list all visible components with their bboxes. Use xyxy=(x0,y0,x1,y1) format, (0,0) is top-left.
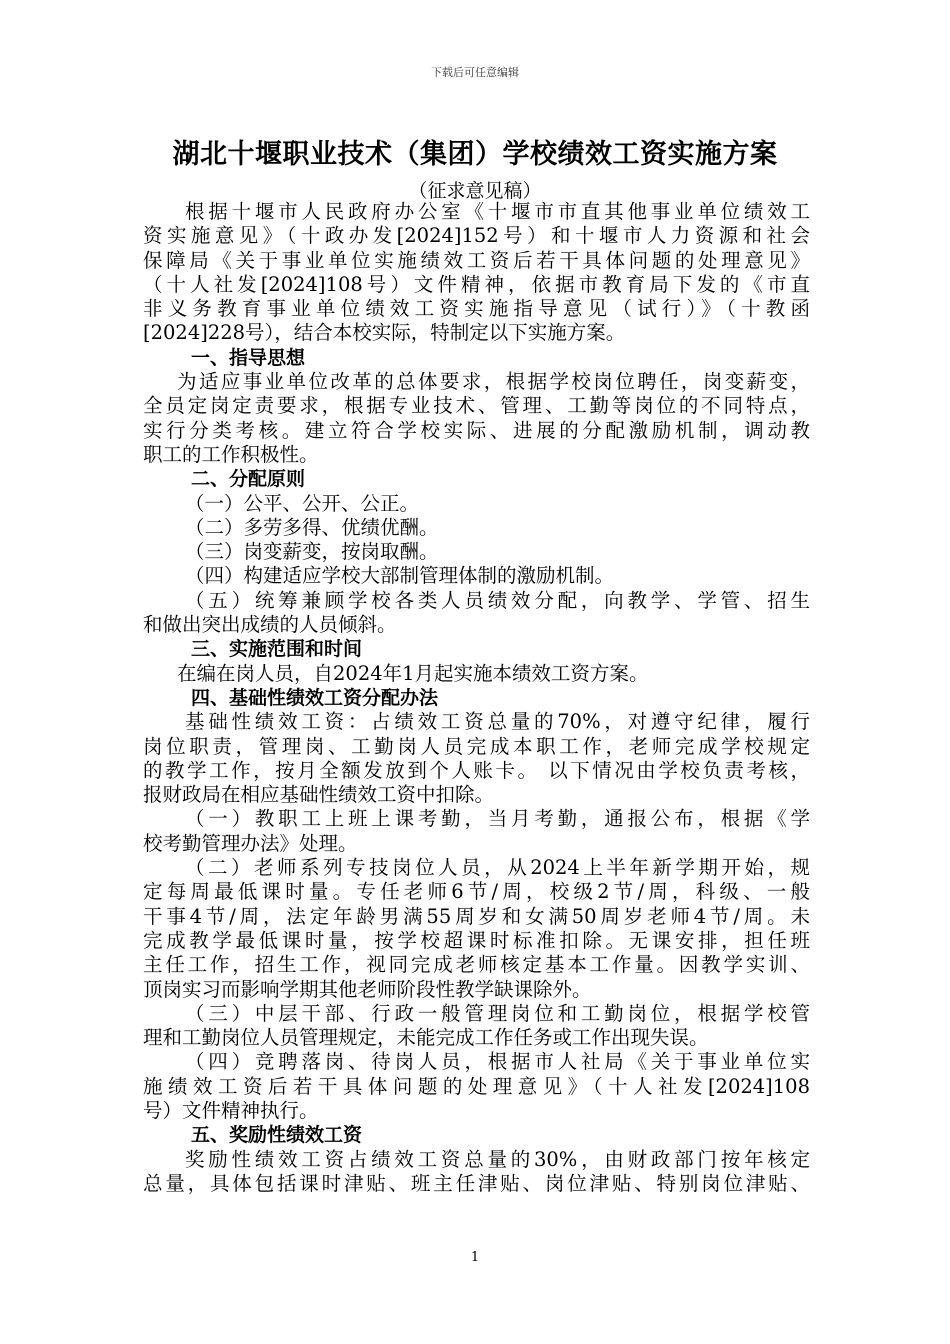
section-heading: 四、基础性绩效工资分配办法 xyxy=(191,686,439,709)
text-line: （十人社发[2024]108号）文件精神，依据市教育局下发的《市直 xyxy=(143,272,810,296)
text-line: 理和工勤岗位人员管理规定，未能完成工作任务或工作出现失误。 xyxy=(143,1026,709,1050)
text-line: （一）教职工上班上课考勤，当月考勤，通报公布，根据《学 xyxy=(185,807,810,831)
text-line: 报财政局在相应基础性绩效工资中扣除。 xyxy=(143,783,495,807)
text-line: 和做出突出成绩的人员倾斜。 xyxy=(143,613,397,637)
text-line: 保障局《关于事业单位实施绩效工资后若干具体问题的处理意见》 xyxy=(143,248,810,272)
document-title: 湖北十堰职业技术（集团）学校绩效工资实施方案 xyxy=(172,139,778,170)
text-line: 总量，具体包括课时津贴、班主任津贴、岗位津贴、特别岗位津贴、 xyxy=(143,1171,810,1195)
text-line: 根据十堰市人民政府办公室《十堰市市直其他事业单位绩效工 xyxy=(185,200,810,223)
text-line: 完成教学最低课时量，按学校超课时标准扣除。无课安排，担任班 xyxy=(143,928,810,952)
text-line: 全员定岗定责要求，根据专业技术、管理、工勤等岗位的不同特点， xyxy=(143,394,810,418)
text-line: 实行分类考核。建立符合学校实际、进展的分配激励机制，调动教 xyxy=(143,418,810,442)
text-line: 岗位职责，管理岗、工勤岗人员完成本职工作，老师完成学校规定 xyxy=(143,734,810,758)
document-subtitle: （征求意见稿） xyxy=(408,180,542,202)
text-line: （二）多劳多得、优绩优酬。 xyxy=(185,515,439,539)
text-line: 在编在岗人员，自2024年1月起实施本绩效工资方案。 xyxy=(177,661,649,685)
text-line: 资实施意见》（十政办发[2024]152号）和十堰市人力资源和社会 xyxy=(143,224,810,248)
document-body xyxy=(143,200,810,1196)
text-line: 为适应事业单位改革的总体要求，根据学校岗位聘任，岗变薪变， xyxy=(177,370,810,394)
text-line: （一）公平、公开、公正。 xyxy=(185,491,420,515)
text-line: 的教学工作，按月全额发放到个人账卡。 以下情况由学校负责考核， xyxy=(143,758,810,782)
text-line: （二）老师系列专技岗位人员，从2024上半年新学期开始，规 xyxy=(185,856,810,880)
text-line: 非义务教育事业单位绩效工资实施指导意见（试行）》（十教函 xyxy=(143,297,810,321)
text-line: 校考勤管理办法》处理。 xyxy=(143,831,358,855)
text-line: [2024]228号），结合本校实际，特制定以下实施方案。 xyxy=(143,321,626,345)
text-line: 奖励性绩效工资占绩效工资总量的30%，由财政部门按年核定 xyxy=(185,1147,810,1171)
text-line: （四）竞聘落岗、待岗人员，根据市人社局《关于事业单位实 xyxy=(185,1050,810,1074)
text-line: 定每周最低课时量。专任老师6节/周，校级2节/周，科级、一般 xyxy=(143,880,810,904)
section-heading: 五、奖励性绩效工资 xyxy=(191,1124,363,1147)
text-line: 干事4节/周，法定年龄男满55周岁和女满50周岁老师4节/周。未 xyxy=(143,904,810,928)
text-line: （五）统筹兼顾学校各类人员绩效分配，向教学、学管、招生 xyxy=(185,588,810,612)
header-note: 下载后可任意编辑 xyxy=(431,66,519,79)
text-line: 顶岗实习而影响学期其他老师阶段性教学缺课除外。 xyxy=(143,977,592,1001)
section-heading: 三、实施范围和时间 xyxy=(191,638,363,661)
section-heading: 一、指导思想 xyxy=(191,346,306,369)
section-heading: 二、分配原则 xyxy=(191,468,306,491)
text-line: （四）构建适应学校大部制管理体制的激励机制。 xyxy=(185,564,615,588)
page-number: 1 xyxy=(470,1250,480,1265)
text-line: 职工的工作积极性。 xyxy=(143,442,319,466)
text-line: 基础性绩效工资：占绩效工资总量的70%，对遵守纪律，履行 xyxy=(185,710,810,734)
text-line: （三）中层干部、行政一般管理岗位和工勤岗位，根据学校管 xyxy=(185,1001,810,1025)
text-line: 施绩效工资后若干具体问题的处理意见》（十人社发[2024]108 xyxy=(143,1074,810,1098)
text-line: （三）岗变薪变，按岗取酬。 xyxy=(185,540,439,564)
text-line: 主任工作，招生工作，视同完成老师核定基本工作量。因教学实训、 xyxy=(143,953,810,977)
text-line: 号）文件精神执行。 xyxy=(143,1098,319,1122)
